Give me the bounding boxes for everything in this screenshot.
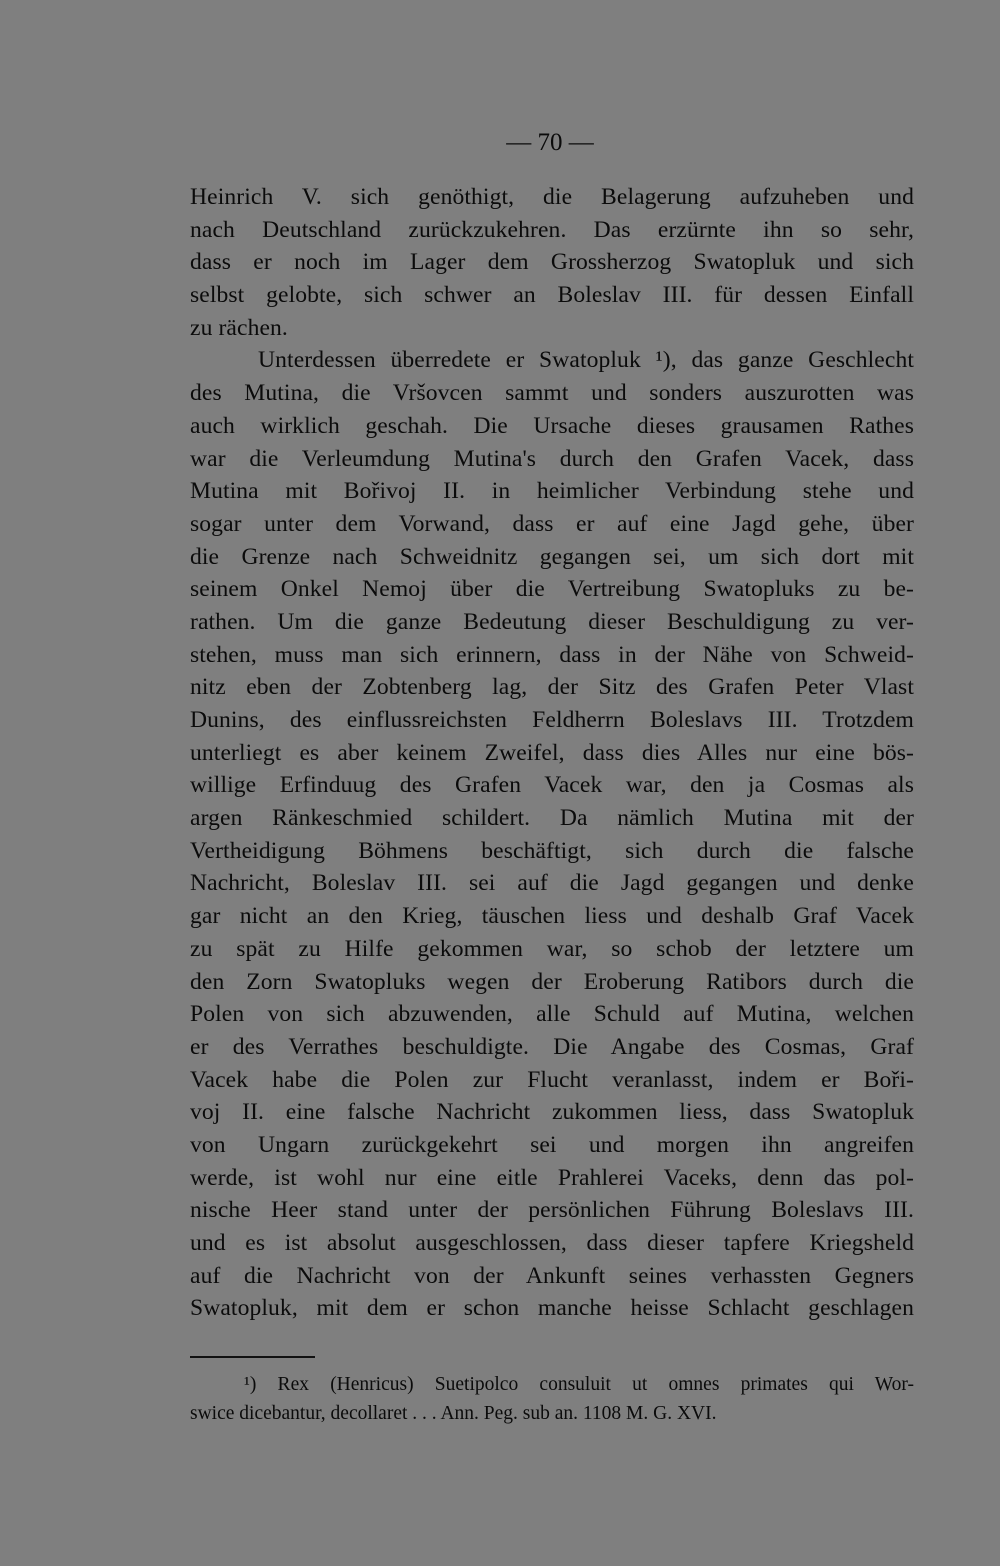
text-line: rathen. Um die ganze Bedeutung dieser Beschuldigung zu ver-: [190, 608, 914, 635]
text-line: gar nicht an den Krieg, täuschen liess und deshalb Graf Vacek: [190, 903, 914, 930]
text-line: Dunins, des einflussreichsten Feldherrn Boleslavs III. Trotzdem: [190, 707, 914, 733]
text-line: willige Erfinduug des Grafen Vacek war, den ja Cosmas als: [190, 772, 914, 799]
text-line: sogar unter dem Vorwand, dass er auf eine Jagd gehe, über: [190, 510, 914, 537]
text-line: nach Deutschland zurückzukehren. Das erzürnte ihn so sehr,: [190, 216, 914, 243]
text-line: Vertheidigung Böhmens beschäftigt, sich durch die falsche: [190, 837, 914, 864]
text-line: seinem Onkel Nemoj über die Vertreibung Swatopluks zu be-: [190, 576, 914, 603]
text-line: zu spät zu Hilfe gekommen war, so schob der letztere um: [190, 935, 914, 962]
text-line: unterliegt es aber keinem Zweifel, dass dies Alles nur eine bös-: [190, 739, 914, 766]
text-line: Mutina mit Bořivoj II. in heimlicher Verbindung stehe und: [190, 478, 914, 505]
text-line: und es ist absolut ausgeschlossen, dass dieser tapfere Kriegsheld: [190, 1230, 914, 1256]
text-line: auch wirklich geschah. Die Ursache dieses grausamen Rathes: [190, 412, 914, 439]
body-text: [190, 181, 914, 1325]
text-line: dass er noch im Lager dem Grossherzog Swatopluk und sich: [190, 249, 914, 276]
text-line: nitz eben der Zobtenberg lag, der Sitz des Grafen Peter Vlast: [190, 674, 914, 701]
text-line: war die Verleumdung Mutina's durch den Grafen Vacek, dass: [190, 445, 914, 472]
text-line: auf die Nachricht von der Ankunft seines verhassten Gegners: [190, 1262, 914, 1289]
text-line: werde, ist wohl nur eine eitle Prahlerei Vaceks, denn das pol-: [190, 1164, 914, 1191]
text-line: Polen von sich abzuwenden, alle Schuld auf Mutina, welchen: [190, 1001, 914, 1028]
text-line: des Mutina, die Vršovcen sammt und sonders auszurotten was: [190, 380, 914, 407]
text-line: zu rächen.: [190, 314, 288, 341]
text-line: argen Ränkeschmied schildert. Da nämlich Mutina mit der: [190, 805, 914, 832]
footnote-divider: [190, 1356, 315, 1358]
footnote-line: swice dicebantur, decollaret . . . Ann. Peg. sub an. 1108 M. G. XVI.: [190, 1403, 717, 1424]
text-line: Nachricht, Boleslav III. sei auf die Jagd gegangen und denke: [190, 870, 914, 897]
text-line: Unterdessen überredete er Swatopluk ¹), das ganze Geschlecht: [258, 347, 914, 374]
text-line: er des Verrathes beschuldigte. Die Angabe des Cosmas, Graf: [190, 1033, 914, 1060]
page-number: — 70 —: [506, 129, 594, 156]
text-line: nische Heer stand unter der persönlichen Führung Boleslavs III.: [190, 1197, 914, 1224]
text-line: voj II. eine falsche Nachricht zukommen liess, dass Swatopluk: [190, 1099, 914, 1126]
text-line: stehen, muss man sich erinnern, dass in der Nähe von Schweid-: [190, 641, 914, 668]
text-line: Swatopluk, mit dem er schon manche heisse Schlacht geschlagen: [190, 1295, 914, 1322]
footnote-line: ¹) Rex (Henricus) Suetipolco consuluit ut omnes primates qui Wor-: [244, 1374, 914, 1395]
text-line: den Zorn Swatopluks wegen der Eroberung Ratibors durch die: [190, 968, 914, 995]
text-line: selbst gelobte, sich schwer an Boleslav III. für dessen Einfall: [190, 282, 914, 309]
footnotes: [190, 1370, 914, 1428]
text-line: von Ungarn zurückgekehrt sei und morgen ihn angreifen: [190, 1131, 914, 1158]
text-line: Heinrich V. sich genöthigt, die Belagerung aufzuheben und: [190, 184, 914, 210]
text-line: Vacek habe die Polen zur Flucht veranlasst, indem er Boři-: [190, 1066, 914, 1093]
text-line: die Grenze nach Schweidnitz gegangen sei, um sich dort mit: [190, 543, 914, 570]
